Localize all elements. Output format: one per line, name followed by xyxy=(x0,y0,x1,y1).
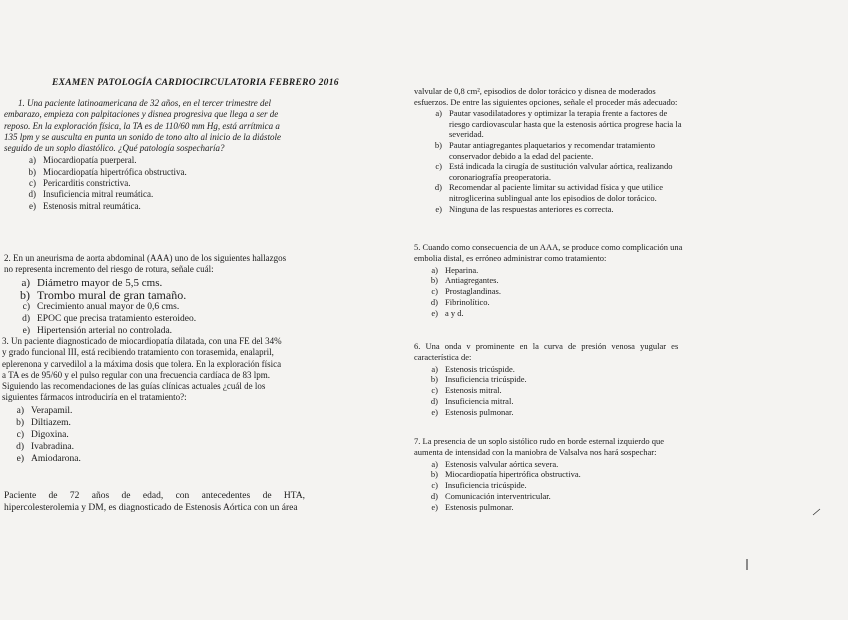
option-a xyxy=(420,364,744,375)
pen-mark-decoration xyxy=(744,558,750,572)
option-text: Insuficiencia tricúspide. xyxy=(445,480,527,491)
option-letter: e) xyxy=(435,203,442,214)
option-text: Prostaglandinas. xyxy=(445,286,501,297)
stem-line: embarazo, empieza con palpitaciones y disnea progresiva que llega a ser de xyxy=(4,109,279,120)
option-letter: a) xyxy=(431,458,438,469)
options-list xyxy=(420,459,744,513)
option-c xyxy=(18,178,384,189)
option-text: Estenosis valvular aórtica severa. xyxy=(445,458,559,469)
option-d xyxy=(12,313,386,325)
option-letter: b) xyxy=(20,287,30,302)
option-letter: b) xyxy=(430,275,438,286)
option-text: Heparina. xyxy=(445,264,479,275)
option-letter: b) xyxy=(430,374,438,385)
question-stem xyxy=(414,242,744,264)
option-letter: e) xyxy=(16,453,24,464)
option-letter: a) xyxy=(29,155,36,166)
option-text: Diltiazem. xyxy=(31,417,71,428)
option-d xyxy=(420,396,744,407)
option-text: Miocardiopatía hipertrófica obstructiva. xyxy=(445,469,581,480)
option-d xyxy=(420,491,744,502)
option-letter: a) xyxy=(21,276,30,289)
option-text: Insuficiencia mitral. xyxy=(445,395,514,406)
stem-line: 7. La presencia de un soplo sistólico rudo en borde esternal izquierdo que xyxy=(414,436,664,446)
stem-line: 2. En un aneurisma de aorta abdominal (AAA) uno de los siguientes hallazgos xyxy=(4,253,287,263)
option-text: Trombo mural de gran tamaño. xyxy=(37,287,187,302)
question-stem xyxy=(4,253,386,276)
option-text: Insuficiencia mitral reumática. xyxy=(43,189,154,200)
option-text: riesgo cardiovascular hasta que la estenosis aórtica progrese hacia la xyxy=(449,118,682,129)
option-b xyxy=(420,275,744,286)
question-4-cont xyxy=(414,86,744,214)
stem-line: valvular de 0,8 cm², episodios de dolor torácico y disnea de moderados xyxy=(414,86,656,96)
option-text: Miocardiopatía puerperal. xyxy=(43,155,137,166)
option-text: Miocardiopatía hipertrófica obstructiva. xyxy=(43,166,187,177)
option-text: Estenosis tricúspide. xyxy=(445,363,515,374)
option-text: coronariografía preoperatoria. xyxy=(449,171,551,182)
option-a xyxy=(424,108,744,119)
question-5 xyxy=(414,242,744,319)
option-b xyxy=(6,417,386,429)
option-text: Ivabradina. xyxy=(31,441,74,452)
option-c xyxy=(12,301,386,313)
option-text: EPOC que precisa tratamiento esteroideo. xyxy=(37,314,197,325)
option-letter: e) xyxy=(29,200,36,211)
stem-line: Siguiendo las recomendaciones de las guías clínicas actuales ¿cuál de los xyxy=(2,381,266,392)
question-6 xyxy=(414,341,744,418)
option-text: Estenosis mitral reumática. xyxy=(43,200,141,211)
option-letter: a) xyxy=(16,405,24,416)
option-letter: d) xyxy=(434,182,442,193)
option-d xyxy=(18,189,384,200)
option-letter: e) xyxy=(431,307,438,318)
option-letter: c) xyxy=(22,302,30,312)
stem-line: característica de: xyxy=(414,351,472,362)
stem-line: aumenta de intensidad con la maniobra de Valsalva nos hará sospechar: xyxy=(414,446,657,457)
option-a xyxy=(6,405,386,417)
option-b-cont xyxy=(424,151,744,162)
option-d xyxy=(420,297,744,308)
option-text: severidad. xyxy=(449,129,484,140)
options-list xyxy=(12,277,386,338)
option-text: Estenosis pulmonar. xyxy=(445,406,514,417)
option-letter-spacer xyxy=(424,119,449,130)
question-2 xyxy=(4,253,386,338)
option-letter: b) xyxy=(16,417,24,428)
option-c xyxy=(420,286,744,297)
stem-line: hipercolesterolemia y DM, es diagnosticado de Estenosis Aórtica con un área xyxy=(4,503,298,513)
question-stem xyxy=(4,98,384,154)
stem-line: 6. Una onda v prominente en la curva de presión venosa yugular es xyxy=(414,341,679,351)
option-letter-spacer xyxy=(424,172,449,183)
question-1 xyxy=(4,98,384,212)
stem-line: no representa incremento del riesgo de rotura, señale cuál: xyxy=(4,264,214,275)
option-letter: c) xyxy=(431,286,438,297)
option-a xyxy=(18,155,384,166)
option-letter: d) xyxy=(16,441,24,452)
option-letter: b) xyxy=(28,166,36,177)
question-7 xyxy=(414,436,744,513)
option-b xyxy=(420,374,744,385)
option-b xyxy=(424,140,744,151)
option-a xyxy=(420,459,744,470)
option-letter: d) xyxy=(430,296,438,307)
pen-mark-decoration xyxy=(812,508,822,516)
option-letter-spacer xyxy=(424,129,449,140)
option-text: Amiodarona. xyxy=(31,453,81,464)
option-text: Comunicación interventricular. xyxy=(445,490,551,501)
stem-line: embolia distal, es erróneo administrar como tratamiento: xyxy=(414,252,607,263)
option-text: Recomendar al paciente limitar su actividad física y que utilice xyxy=(449,182,664,193)
option-text: Insuficiencia tricúspide. xyxy=(445,374,527,385)
exam-title: EXAMEN PATOLOGÍA CARDIOCIRCULATORIA FEBRERO 2016 xyxy=(52,78,339,88)
option-letter: c) xyxy=(29,178,36,189)
option-c xyxy=(420,480,744,491)
question-stem xyxy=(4,490,386,514)
option-letter: c) xyxy=(431,480,438,491)
option-text: Fibrinolítico. xyxy=(445,296,490,307)
option-letter: d) xyxy=(430,395,438,406)
options-list xyxy=(424,108,744,214)
option-letter: b) xyxy=(430,469,438,480)
option-text: Crecimiento anual mayor de 0,6 cms. xyxy=(37,302,180,312)
stem-line: a TA es de 95/60 y el pulso regular con una frecuencia cardíaca de 83 lpm. xyxy=(2,369,271,380)
question-stem xyxy=(414,86,744,107)
stem-line: seguido de un soplo diastólico. ¿Qué patología sospecharía? xyxy=(4,143,225,154)
option-text: Estenosis pulmonar. xyxy=(445,501,514,512)
option-text: Pericarditis constrictiva. xyxy=(43,178,131,189)
option-e xyxy=(424,204,744,215)
option-b xyxy=(420,469,744,480)
option-a-cont xyxy=(424,119,744,130)
stem-line: 1. Una paciente latinoamericana de 32 años, en el tercer trimestre del xyxy=(18,98,272,108)
option-e xyxy=(420,308,744,319)
option-letter: a) xyxy=(435,108,442,119)
option-letter: e) xyxy=(431,501,438,512)
option-c xyxy=(424,161,744,172)
question-stem xyxy=(414,341,744,363)
option-a xyxy=(420,265,744,276)
stem-line: 135 lpm y se ausculta en punta un sonido de tono alto al inicio de la diástole xyxy=(4,131,281,142)
stem-line: Paciente de 72 años de edad, con antecedentes de HTA, xyxy=(4,491,306,501)
option-e xyxy=(6,453,386,465)
option-text: Diámetro mayor de 5,5 cms. xyxy=(37,276,163,289)
options-list xyxy=(420,364,744,418)
question-stem xyxy=(414,436,744,458)
option-letter: d) xyxy=(430,490,438,501)
option-text: Pautar vasodilatadores y optimizar la terapia frente a factores de xyxy=(449,108,668,119)
stem-line: eplerenona y carvedilol a la máxima dosis que tolera. En la exploración física xyxy=(2,358,282,369)
option-a xyxy=(12,277,386,289)
option-text: nitroglicerina sublingual ante los episodios de dolor torácico. xyxy=(449,192,657,203)
stem-line: siguientes fármacos introduciría en el tratamiento?: xyxy=(2,392,187,403)
stem-line: 3. Un paciente diagnosticado de miocardiopatía dilatada, con una FE del 34% xyxy=(2,336,282,346)
options-list xyxy=(18,155,384,211)
option-letter: a) xyxy=(431,264,438,275)
option-text: Antiagregantes. xyxy=(445,275,499,286)
question-4-start xyxy=(4,490,386,514)
option-text: Pautar antiagregantes plaquetarios y recomendar tratamiento xyxy=(449,139,656,150)
option-text: Hipertensión arterial no controlada. xyxy=(37,326,173,337)
option-letter: c) xyxy=(16,429,24,440)
option-d xyxy=(424,182,744,193)
option-letter: e) xyxy=(431,406,438,417)
option-a-cont xyxy=(424,129,744,140)
stem-line: reposo. En la exploración física, la TA es de 110/60 mm Hg, está arrítmica a xyxy=(4,120,280,131)
option-c xyxy=(420,385,744,396)
option-b xyxy=(18,167,384,178)
option-b xyxy=(12,289,386,301)
option-text: conservador debido a la edad del paciente. xyxy=(449,150,594,161)
question-3 xyxy=(2,336,386,465)
option-e xyxy=(420,407,744,418)
option-e xyxy=(18,201,384,212)
options-list xyxy=(420,265,744,319)
option-letter: c) xyxy=(431,385,438,396)
option-d-cont xyxy=(424,193,744,204)
option-text: a y d. xyxy=(445,307,464,318)
option-letter: c) xyxy=(435,161,442,172)
stem-line: 5. Cuando como consecuencia de un AAA, se produce como complicación una xyxy=(414,242,683,252)
option-letter: d) xyxy=(28,189,36,200)
option-e xyxy=(420,502,744,513)
stem-line: y grado funcional III, está recibiendo tratamiento con torasemida, enalapril, xyxy=(2,347,274,358)
question-stem xyxy=(2,336,386,404)
option-text: Ninguna de las respuestas anteriores es correcta. xyxy=(449,203,614,214)
option-letter: e) xyxy=(22,326,30,337)
option-text: Estenosis mitral. xyxy=(445,385,502,396)
option-text: Verapamil. xyxy=(31,405,73,416)
options-list xyxy=(6,405,386,465)
option-text: Digoxina. xyxy=(31,429,69,440)
option-letter-spacer xyxy=(424,151,449,162)
option-letter-spacer xyxy=(424,193,449,204)
stem-line: esfuerzos. De entre las siguientes opciones, señale el proceder más adecuado: xyxy=(414,96,678,107)
option-c-cont xyxy=(424,172,744,183)
option-letter: b) xyxy=(434,139,442,150)
option-text: Está indicada la cirugía de sustitución valvular aórtica, realizando xyxy=(449,161,673,172)
option-c xyxy=(6,429,386,441)
option-letter: d) xyxy=(22,314,30,325)
option-letter: a) xyxy=(431,363,438,374)
option-d xyxy=(6,441,386,453)
